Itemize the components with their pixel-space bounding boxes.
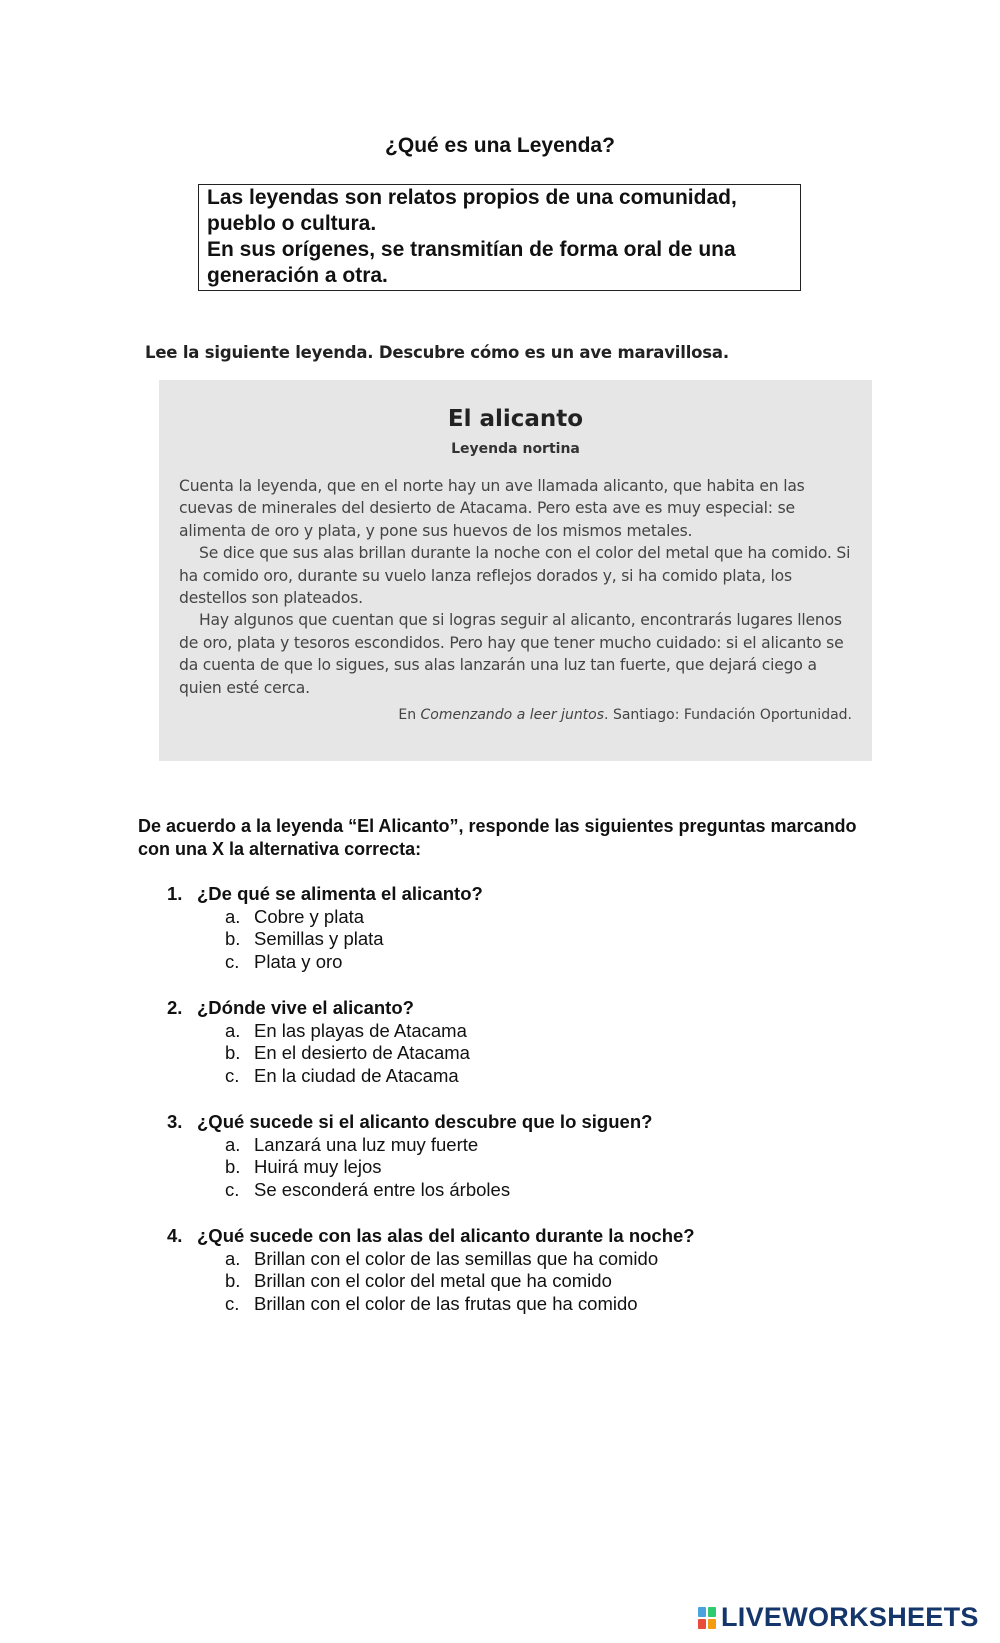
page-title: ¿Qué es una Leyenda?: [385, 134, 615, 157]
option-b[interactable]: [167, 928, 867, 951]
question-number: 3.: [167, 1111, 183, 1132]
definition-line-2: En sus orígenes, se transmitían de forma oral de una generación a otra.: [207, 238, 736, 287]
option-text: Semillas y plata: [254, 928, 384, 949]
story-paragraph: Se dice que sus alas brillan durante la noche con el color del metal que ha comido. Si ha comido oro, durante su vuelo lanza reflejos dorados y, si ha comido plata, los destellos son plateados.: [179, 544, 851, 608]
option-text: Cobre y plata: [254, 905, 365, 927]
question-2: [167, 997, 867, 1087]
option-a[interactable]: [167, 906, 867, 929]
citation-title: Comenzando a leer juntos: [420, 707, 605, 723]
option-text: Brillan con el color del metal que ha comido: [254, 1270, 612, 1291]
question-3: [167, 1111, 867, 1201]
option-text: Se esconderá entre los árboles: [254, 1178, 511, 1200]
question-text: ¿Dónde vive el alicanto?: [197, 997, 414, 1018]
story-paragraph: Hay algunos que cuentan que si logras seguir al alicanto, encontrarás lugares llenos de oro, plata y tesoros escondidos. Pero hay que tener mucho cuidado: si el alicanto se da cuenta de que lo sigues, sus alas lanzarán una luz tan fuerte, que dejará ciego a quien esté cerca.: [179, 611, 844, 697]
option-text: Brillan con el color de las semillas que ha comido: [254, 1247, 659, 1269]
definition-box: [198, 184, 801, 291]
option-b[interactable]: [167, 1270, 867, 1293]
option-letter: c.: [225, 1292, 240, 1314]
question-1: [167, 883, 867, 973]
reading-instruction: Lee la siguiente leyenda. Descubre cómo es un ave maravillosa.: [145, 343, 729, 362]
option-c[interactable]: [167, 1065, 867, 1088]
option-letter: a.: [225, 905, 241, 927]
question-text: ¿De qué se alimenta el alicanto?: [197, 883, 483, 904]
citation-suffix: . Santiago: Fundación Oportunidad.: [604, 707, 852, 723]
option-letter: c.: [225, 1178, 240, 1200]
option-letter: b.: [225, 928, 241, 949]
option-b[interactable]: [167, 1156, 867, 1179]
option-text: Huirá muy lejos: [254, 1156, 382, 1177]
questions-prompt: De acuerdo a la leyenda “El Alicanto”, responde las siguientes preguntas marcando con una X la alternativa correcta:: [138, 816, 857, 859]
option-text: En la ciudad de Atacama: [254, 1064, 459, 1086]
question-text: ¿Qué sucede si el alicanto descubre que lo siguen?: [197, 1111, 653, 1132]
story-body: [179, 475, 859, 699]
story-citation: [398, 707, 852, 723]
citation-prefix: En: [398, 707, 421, 723]
option-letter: b.: [225, 1042, 241, 1063]
option-letter: b.: [225, 1156, 241, 1177]
option-b[interactable]: [167, 1042, 867, 1065]
question-number: 4.: [167, 1225, 183, 1246]
question-number: 2.: [167, 997, 183, 1018]
option-letter: c.: [225, 950, 240, 972]
definition-line-1: Las leyendas son relatos propios de una comunidad, pueblo o cultura.: [207, 186, 737, 235]
story-box: [159, 380, 872, 761]
story-title: El alicanto: [447, 406, 584, 432]
logo-text: LIVEWORKSHEETS: [721, 1602, 979, 1632]
option-text: Plata y oro: [254, 950, 343, 972]
option-c[interactable]: [167, 1293, 867, 1316]
option-letter: a.: [225, 1019, 241, 1041]
option-text: En el desierto de Atacama: [254, 1042, 470, 1063]
question-text: ¿Qué sucede con las alas del alicanto durante la noche?: [197, 1225, 695, 1246]
option-letter: c.: [225, 1064, 240, 1086]
question-list: [167, 883, 867, 1339]
option-a[interactable]: [167, 1020, 867, 1043]
option-letter: a.: [225, 1247, 241, 1269]
option-c[interactable]: [167, 1179, 867, 1202]
option-c[interactable]: [167, 951, 867, 974]
question-number: 1.: [167, 883, 183, 904]
liveworksheets-logo[interactable]: [698, 1602, 979, 1633]
option-letter: b.: [225, 1270, 241, 1291]
question-4: [167, 1225, 867, 1315]
logo-mark-icon: [698, 1606, 718, 1630]
option-text: En las playas de Atacama: [254, 1019, 467, 1041]
story-paragraph: Cuenta la leyenda, que en el norte hay un ave llamada alicanto, que habita en las cuevas de minerales del desierto de Atacama. Pero esta ave es muy especial: se alimenta de oro y plata, y pone sus huevos de los mismos metales.: [179, 477, 805, 540]
option-a[interactable]: [167, 1134, 867, 1157]
option-text: Brillan con el color de las frutas que ha comido: [254, 1292, 638, 1314]
option-text: Lanzará una luz muy fuerte: [254, 1133, 479, 1155]
option-a[interactable]: [167, 1248, 867, 1271]
story-subtitle: Leyenda nortina: [451, 441, 580, 457]
option-letter: a.: [225, 1133, 241, 1155]
